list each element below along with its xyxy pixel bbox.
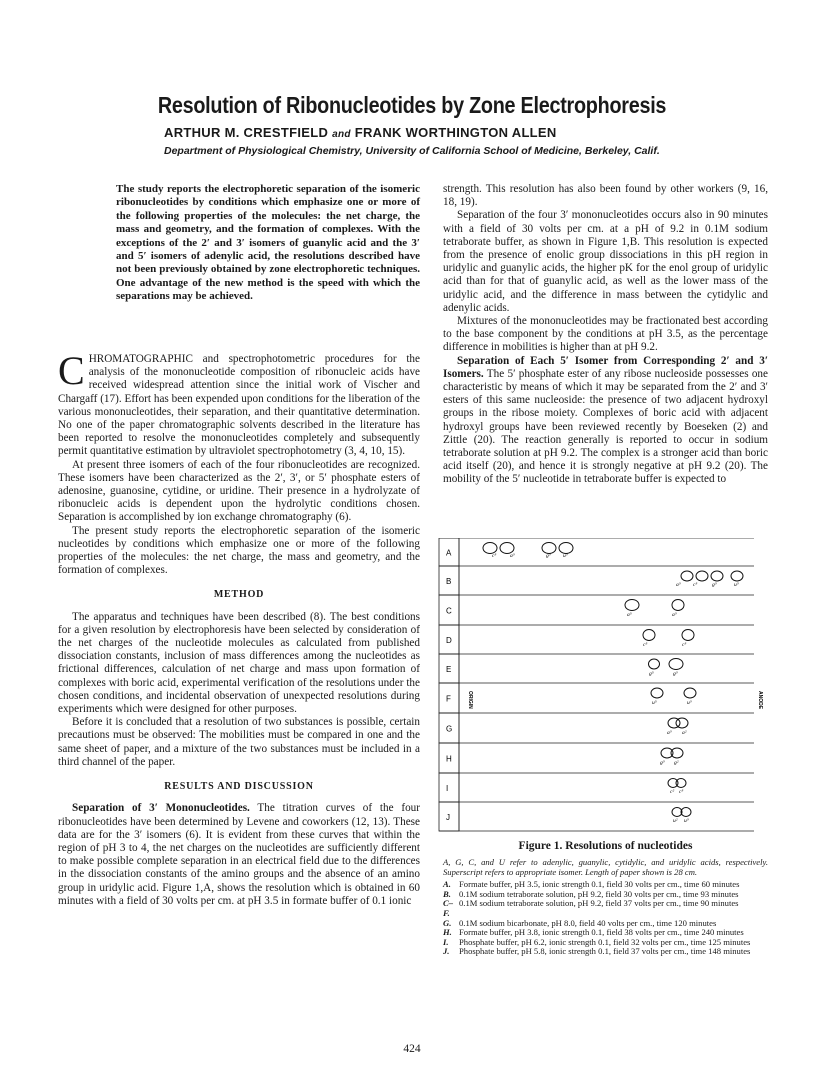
legend-key: I. <box>443 936 449 947</box>
spot-label: c³ <box>693 582 698 588</box>
results-heading: RESULTS AND DISCUSSION <box>164 781 314 793</box>
spot-label: a³ <box>510 553 515 559</box>
nucleotide-spot <box>643 630 655 641</box>
nucleotide-spot <box>731 571 743 581</box>
spot-label: u³ <box>684 818 689 824</box>
lane-letter: J <box>446 813 450 822</box>
spot-label: a³ <box>676 582 681 588</box>
right-paragraph-2: Separation of the four 3′ mononucleotides occurs also in 90 minutes with a field of 30 volts per cm. at a pH of 9.2 in 0.1M sodium tetraborate buffer, as shown in Figure 1,B. This resolution is expected from the presence of enolic group dissociations in this pH region in uridylic and guanylic acids, the higher pK for the enol group of uridylic acid than for that of guanylic acid, as well as the lower mass of the uridylic acid, and the difference in mass between the cytidylic and adenylic acids. <box>443 209 768 314</box>
spot-label: g³ <box>660 760 665 766</box>
legend-intro: A, G, C, and U refer to adenylic, guanylic, cytidylic, and uridylic acids, respectively. Superscript refers to appropriate isomer. Length of paper shown is 28 cm. <box>443 857 768 877</box>
intro-paragraph-2: At present three isomers of each of the four ribonucleotides are recognized. These isomers have been characterized as the 2′, 3′, or 5′ phosphate esters of adenosine, guanosine, cytidine, or uridine. Their presence in a hydrolyzate of ribonucleic acids is dependent upon the hydrolytic conditions chosen. Separation is accomplished by ion exchange chromatography (6). <box>58 458 420 524</box>
nucleotide-spot <box>651 688 663 698</box>
spot-label: u³ <box>734 582 739 588</box>
legend-value: 0.1M sodium tetraborate solution, pH 9.2, field 37 volts per cm., time 90 minutes <box>459 898 739 909</box>
nucleotide-spot <box>676 718 688 728</box>
nucleotide-spot <box>649 659 660 669</box>
legend-item <box>443 899 768 918</box>
abstract: The study reports the electrophoretic separation of the isomeric ribonucleotides by conditions which emphasize one or more of the following properties of the molecules: the net charge, the mass and geometry, and the formation of complexes. With the exceptions of the 2′ and 3′ isomers of guanylic acid and the 3′ and 5′ isomers of adenylic acid, the resolutions described have not been previously obtained by zone electrophoretic techniques. One advantage of the new method is the speed with which the separations may be achieved. <box>116 183 420 303</box>
legend-key: B. <box>443 888 451 899</box>
anode-label: ANODE <box>757 691 763 710</box>
electrophoresis-figure <box>436 538 765 841</box>
legend-value: Phosphate buffer, pH 6.2, ionic strength 0.1, field 32 volts per cm., time 125 minutes <box>459 936 751 947</box>
spot-label: c³ <box>492 553 497 559</box>
spot-label: c³ <box>679 789 684 795</box>
intro-text-1: and spectrophotometric procedures for the analysis of the mononucleotide composition of ribonucleic acids have received widespread attention since the initial work of Vischer and Chargaff (17). Effort has been expended upon conditions for the liberation of the various mononucleotides, their separation, and their quantitative determination. No one of the paper chromatographic solvents described in the literature has been reported to resolve the mononucleotides completely and subsequently permit quantitative estimation by ultraviolet spectrophotometry (3, 4, 10, 15). <box>58 353 420 458</box>
results-paragraph-1 <box>58 802 420 908</box>
spot-label: g² <box>674 760 679 766</box>
spot-label: g³ <box>712 582 717 588</box>
lane-letter: B <box>446 577 452 586</box>
nucleotide-spot <box>696 571 708 581</box>
legend-item <box>443 947 768 957</box>
legend-value: Phosphate buffer, pH 5.8, ionic strength 0.1, field 37 volts per cm., time 148 minutes <box>459 946 751 957</box>
nucleotide-spot <box>669 659 683 670</box>
legend-value: Formate buffer, pH 3.8, ionic strength 0.1, field 38 volts per cm., time 240 minutes <box>459 927 744 938</box>
legend-key: H. <box>443 927 452 938</box>
lane-letter: I <box>446 784 449 793</box>
page-number: 424 <box>403 1043 421 1055</box>
legend-rows <box>443 880 768 957</box>
intro-paragraph-1 <box>58 348 420 459</box>
lane-label-box <box>439 773 459 802</box>
legend-key: A. <box>443 879 451 890</box>
nucleotide-spot <box>483 543 497 554</box>
results-subheading: Separation of 3′ Mononucleotides. <box>72 802 250 815</box>
lane-letter: D <box>446 636 452 645</box>
spot-label: a⁵ <box>627 612 632 618</box>
nucleotide-spot <box>625 600 639 611</box>
method-heading: METHOD <box>213 589 265 601</box>
spot-label: c² <box>670 789 675 795</box>
spot-label: c⁵ <box>643 642 648 648</box>
lane-letter: F <box>446 694 451 704</box>
spot-label: u² <box>673 818 678 824</box>
right-column <box>443 183 768 487</box>
spot-label: a³ <box>667 730 672 736</box>
nucleotide-spot <box>672 600 684 611</box>
right-text-4: The 5′ phosphate ester of any ribose nucleoside possesses one characteristic by means of which it may be separated from the 2′ and 3′ esters of this same nucleoside: the presence of two adjacent hydroxyl groups in the ribose moiety. Complexes of boric acid with adjacent hydroxyl groups have been reviewed recently by Boeseken (2) and Zittle (20). The reaction generally is reported to occur in sodium tetraborate solution at pH 9.2. The complex is a stronger acid than boric acid itself (20), and hence it is strongly negative at pH 9.2 (20). The mobility of the 5′ nucleotide in tetraborate buffer is expected to <box>443 367 768 486</box>
lane-letter: G <box>446 724 453 734</box>
author-2: FRANK WORTHINGTON ALLEN <box>354 125 557 140</box>
author-line <box>164 125 557 140</box>
figure-caption: Figure 1. Resolutions of nucleotides <box>518 840 693 852</box>
left-column <box>58 348 420 908</box>
intro-first-word: HROMATOGRAPHIC <box>88 353 193 365</box>
spot-label: a³ <box>672 612 677 618</box>
spot-label: u⁵ <box>652 700 657 706</box>
spot-label: u³ <box>563 553 568 559</box>
nucleotide-spot <box>500 543 514 554</box>
spot-label: a² <box>682 730 687 736</box>
legend-key: C–F. <box>443 898 454 918</box>
legend-value: 0.1M sodium bicarbonate, pH 8.0, field 40 volts per cm., time 120 minutes <box>459 917 717 928</box>
spot-label: c³ <box>682 642 687 648</box>
intro-paragraph-3: The present study reports the electrophoretic separation of the isomeric nucleotides by conditions which emphasize one or more of the following properties of the molecules: the net charge, the mass and geometry, and the formation of complexes. <box>58 524 420 577</box>
article-title: Resolution of Ribonucleotides by Zone Electrophoresis <box>157 92 667 118</box>
drop-cap: C <box>58 348 85 393</box>
nucleotide-spot <box>711 571 723 581</box>
legend-key: J. <box>443 946 450 957</box>
method-paragraph-2: Before it is concluded that a resolution of two substances is possible, certain precautions must be observed: The mobilities must be compared in one and the same sheet of paper, and a mixture of the two substances must be included in a third channel of the paper. <box>58 716 420 768</box>
author-1: ARTHUR M. CRESTFIELD <box>164 125 329 140</box>
origin-label: ORIGIN <box>467 691 473 709</box>
method-paragraph-1: The apparatus and techniques have been described (8). The best conditions for a given resolution by electrophoresis have been selected by consideration of the net charges of the nucleotide molecules as calculated from published dissociation constants, inclusion of mass differences among the nucleotides as frictional differences, calculation of net charge and mass upon formation of complexes with boric acid, experimental verification of the resolutions under the chosen conditions, and incidental observation of unexpected resolutions during experiments which were designed for other purposes. <box>58 610 420 716</box>
legend-key: G. <box>443 917 452 928</box>
spot-label: g³ <box>546 553 551 559</box>
right-subheading: Separation of Each 5′ Isomer from Corresponding 2′ and 3′ Isomers. <box>443 354 768 380</box>
spot-label: g³ <box>673 671 678 677</box>
nucleotide-spot <box>684 688 696 698</box>
spot-label: g⁵ <box>649 671 654 677</box>
author-conjunction: and <box>332 129 351 140</box>
legend-value: Formate buffer, pH 3.5, ionic strength 0.1, field 30 volts per cm., time 60 minutes <box>459 879 740 890</box>
spot-label: u³ <box>687 700 692 706</box>
lane-letter: C <box>446 606 452 616</box>
nucleotide-spot <box>559 543 573 554</box>
legend-value: 0.1M sodium tetraborate solution, pH 9.2, field 30 volts per cm., time 93 minutes <box>459 888 739 899</box>
right-paragraph-4 <box>443 355 768 487</box>
right-paragraph-1: strength. This resolution has also been found by other workers (9, 16, 18, 19). <box>443 183 768 209</box>
affiliation: Department of Physiological Chemistry, University of California School of Medicine, Berkeley, Calif. <box>164 145 660 157</box>
lane-group <box>439 538 754 831</box>
nucleotide-spot <box>542 543 556 554</box>
nucleotide-spot <box>681 571 693 581</box>
lane-letter: H <box>446 754 452 764</box>
results-text-1: The titration curves of the four ribonucleotides have been determined by Levene and coworkers (12, 13). These data are for the 3′ isomers (6). It is evident from these curves that within the region of pH 3 to 4, the net charges on the nucleotides are sufficiently different to make possible complete separation in an electrical field due to the differences in the dissociation constants of the amino groups and the absence of an amino group in uridylic acid. Figure 1,A, shows the resolution which is obtained in 60 minutes with a field of 30 volts per cm. at pH 3.5 in formate buffer of 0.1 ionic <box>58 802 420 907</box>
nucleotide-spot <box>682 630 694 641</box>
lane-letter: A <box>446 548 452 558</box>
figure-legend <box>443 858 768 957</box>
right-paragraph-3: Mixtures of the mononucleotides may be fractionated best according to the base component by the conditions at pH 3.5, as the percentage difference in mobilities is higher than at pH 9.2. <box>443 315 768 354</box>
lane-letter: E <box>446 665 452 674</box>
